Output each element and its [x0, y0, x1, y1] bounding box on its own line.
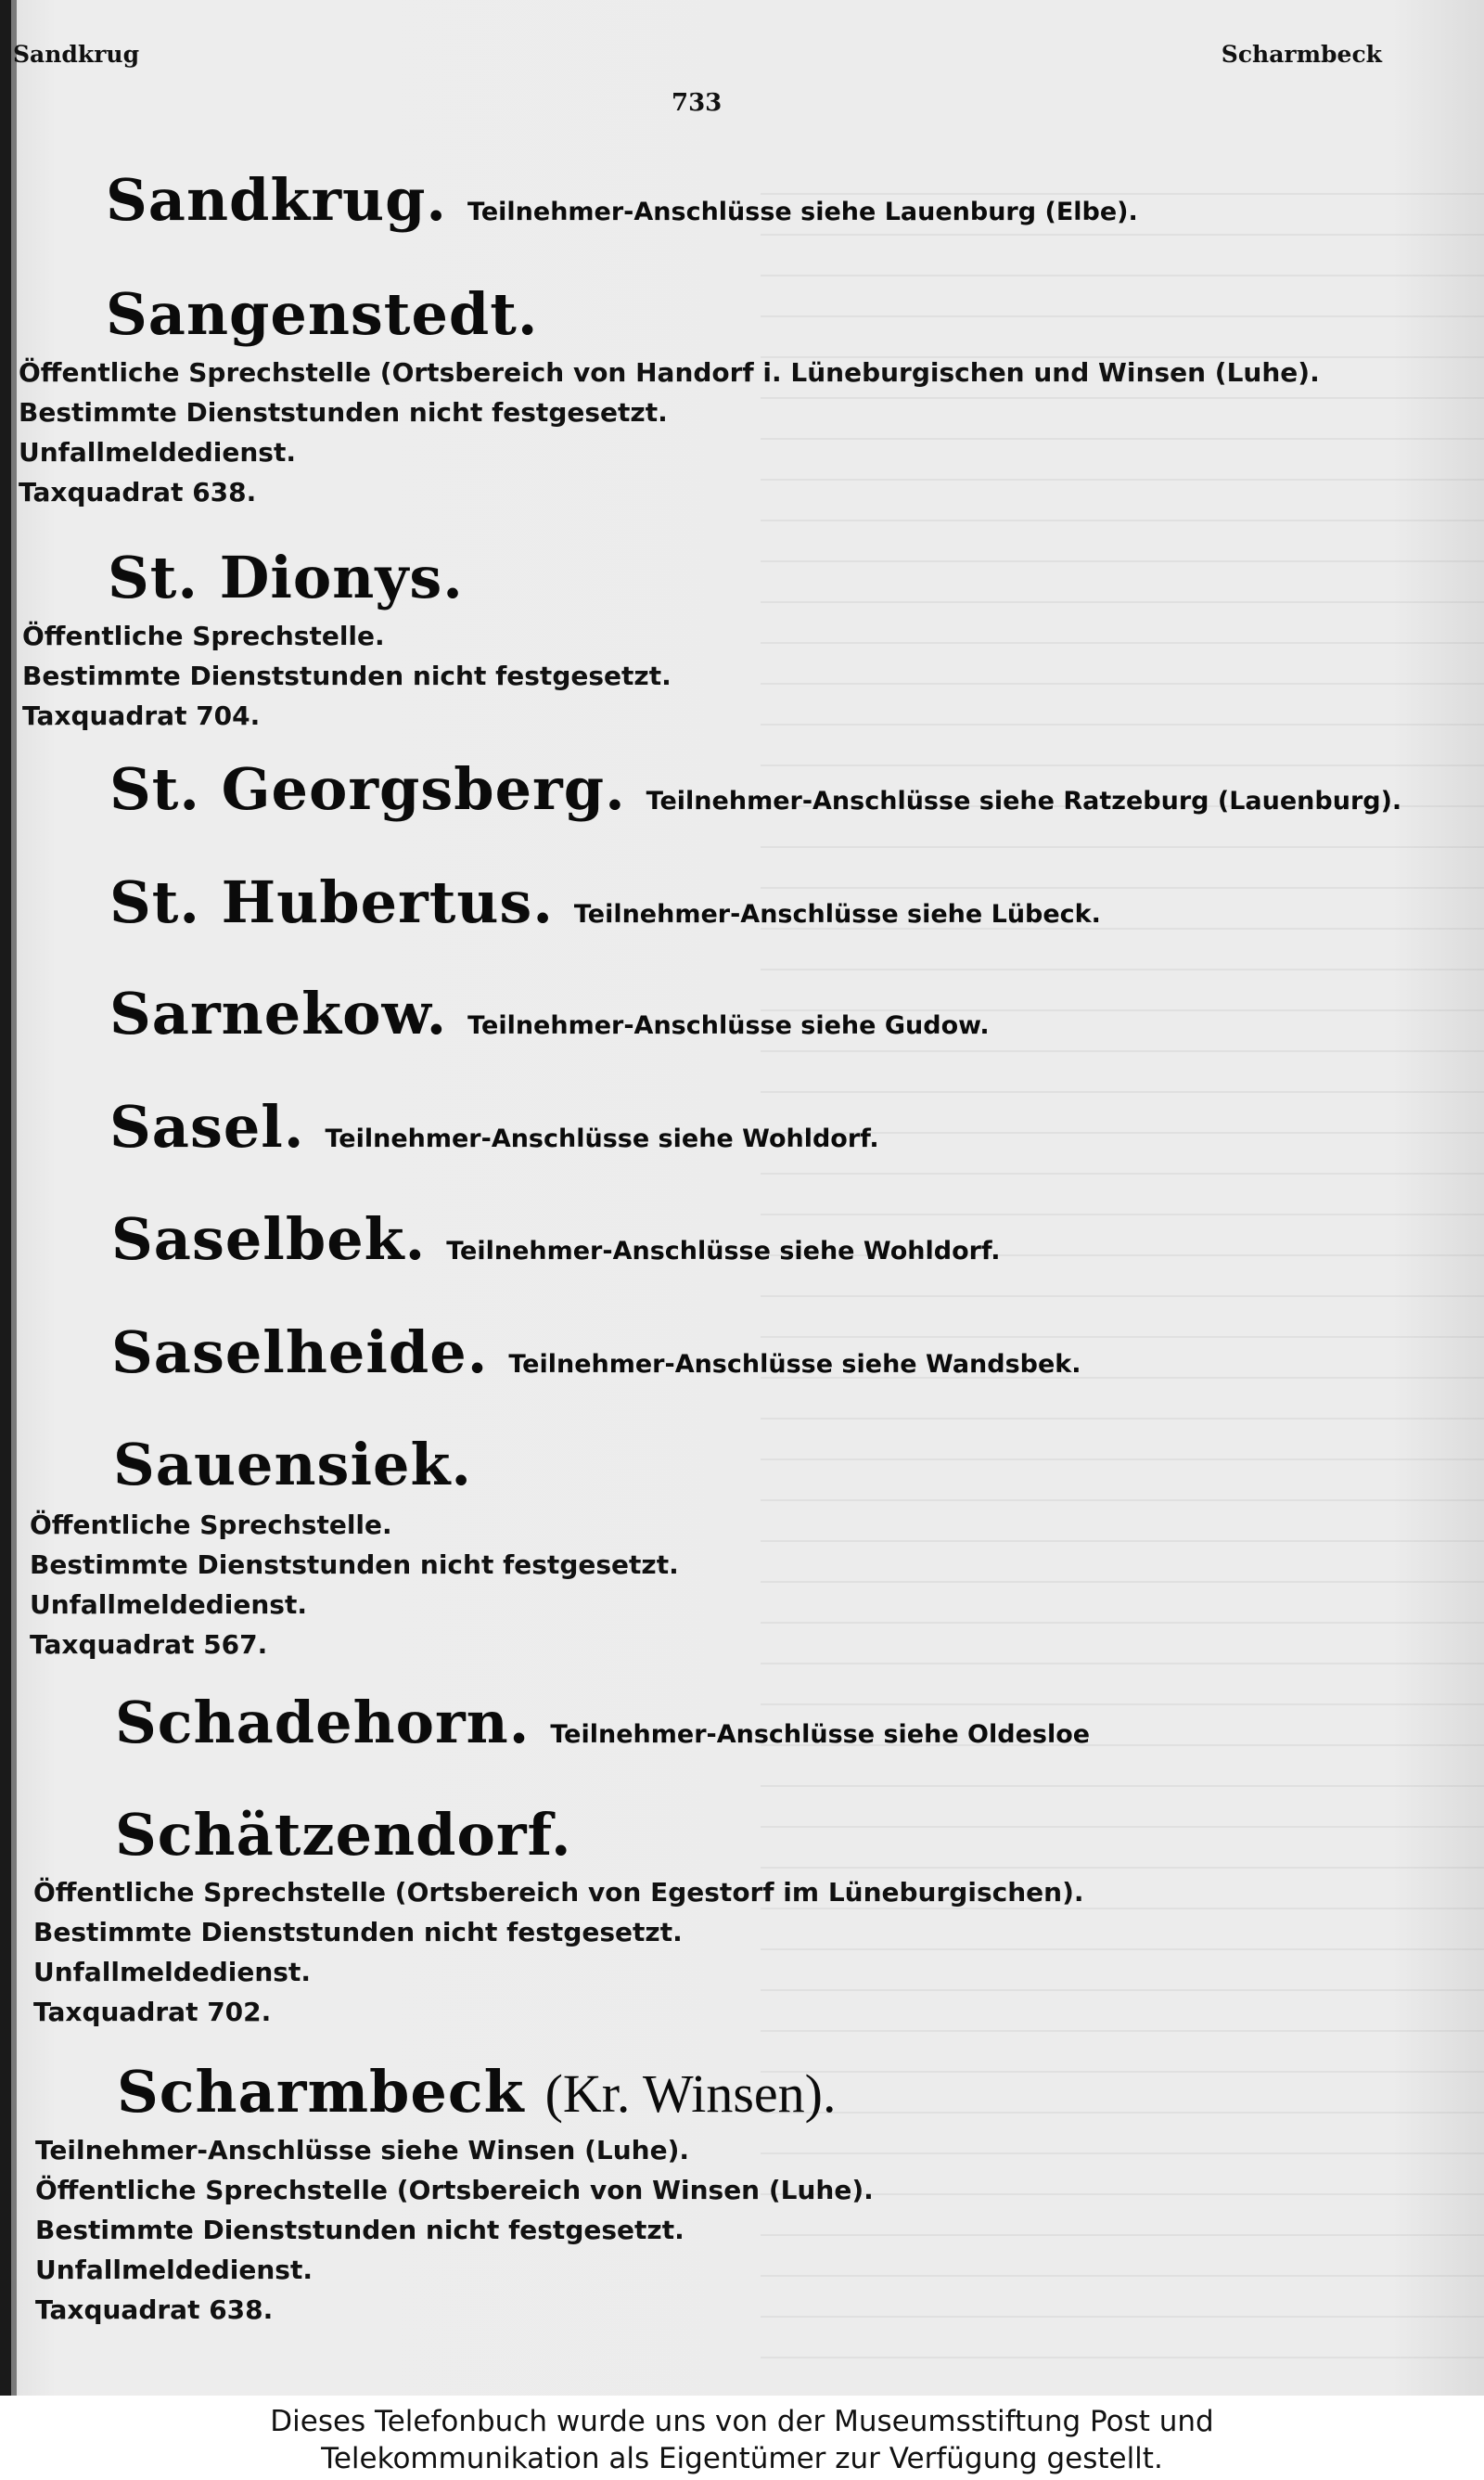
detail-line: Öffentliche Sprechstelle. — [22, 621, 385, 651]
page-number: 733 — [672, 89, 723, 117]
entry-reference: Teilnehmer-Anschlüsse siehe Gudow. — [467, 1011, 990, 1040]
entry-title: Sarnekow. — [109, 980, 448, 1047]
entry-schadehorn — [115, 1689, 1484, 1756]
detail-line: Unfallmeldedienst. — [35, 2255, 313, 2285]
entry-title: Sangenstedt. — [106, 280, 539, 348]
detail-line: Taxquadrat 638. — [19, 477, 257, 508]
entry-title: Sauensiek. — [113, 1431, 472, 1498]
entry-saselheide — [111, 1318, 1484, 1386]
detail-line: Taxquadrat 704. — [22, 700, 261, 731]
entry-reference: Teilnehmer-Anschlüsse siehe Wandsbek. — [508, 1350, 1081, 1379]
entry-title: Scharmbeck — [117, 2058, 525, 2126]
entry-sandkrug — [106, 166, 1484, 234]
entry-title: St. Hubertus. — [109, 868, 554, 936]
entry-title: St. Georgsberg. — [109, 755, 626, 823]
entry-title: Sandkrug. — [106, 166, 448, 234]
entry-saselbek — [111, 1205, 1484, 1273]
entry-st-georgsberg — [109, 755, 1484, 823]
running-header-left: Sandkrug — [13, 41, 140, 68]
detail-line: Bestimmte Dienststunden nicht festgesetzt. — [35, 2215, 684, 2245]
entry-schaetzendorf-details — [33, 1872, 1462, 2032]
page-binding-shadow — [11, 0, 17, 2396]
entry-title: Schadehorn. — [115, 1689, 531, 1756]
entry-sasel — [109, 1093, 1484, 1161]
detail-line: Bestimmte Dienststunden nicht festgesetzt. — [30, 1549, 679, 1580]
entry-title: Saselheide. — [111, 1318, 489, 1386]
entry-region: (Kr. Winsen). — [544, 2063, 837, 2124]
entry-title: Schätzendorf. — [115, 1801, 572, 1869]
footer-line-1: Dieses Telefonbuch wurde uns von der Museumsstiftung Post und — [270, 2405, 1214, 2438]
entry-reference: Teilnehmer-Anschlüsse siehe Wohldorf. — [325, 1124, 879, 1153]
detail-line: Öffentliche Sprechstelle (Ortsbereich von Winsen (Luhe). — [35, 2175, 874, 2205]
entry-reference: Teilnehmer-Anschlüsse siehe Wohldorf. — [446, 1237, 1001, 1266]
entry-st-hubertus — [109, 868, 1484, 936]
entry-st-dionys-details — [22, 616, 1451, 736]
entry-title: Saselbek. — [111, 1205, 427, 1273]
detail-line: Unfallmeldedienst. — [19, 437, 296, 468]
detail-line: Taxquadrat 638. — [35, 2294, 274, 2325]
entry-schaetzendorf — [115, 1801, 1484, 1869]
detail-line: Taxquadrat 567. — [30, 1629, 268, 1660]
entry-reference: Teilnehmer-Anschlüsse siehe Lauenburg (Elbe). — [467, 198, 1138, 226]
detail-line: Öffentliche Sprechstelle. — [30, 1510, 392, 1540]
entry-sangenstedt — [106, 280, 1484, 348]
entry-st-dionys — [108, 544, 1484, 611]
entry-sangenstedt-details — [19, 353, 1447, 512]
entry-scharmbeck — [117, 2058, 1484, 2126]
page-binding-edge — [0, 0, 11, 2396]
detail-line: Unfallmeldedienst. — [33, 1957, 311, 1987]
running-header-right: Scharmbeck — [1221, 41, 1382, 68]
entry-reference: Teilnehmer-Anschlüsse siehe Lübeck. — [573, 900, 1101, 929]
footer-line-2: Telekommunikation als Eigentümer zur Verfügung gestellt. — [321, 2442, 1163, 2475]
copyright-footer — [0, 2396, 1484, 2480]
entry-sauensiek-details — [30, 1505, 1458, 1664]
detail-line: Bestimmte Dienststunden nicht festgesetzt. — [22, 661, 672, 691]
entry-reference: Teilnehmer-Anschlüsse siehe Ratzeburg (Lauenburg). — [646, 787, 1402, 816]
entry-reference: Teilnehmer-Anschlüsse siehe Oldesloe — [550, 1720, 1091, 1749]
entry-sauensiek — [113, 1431, 1484, 1498]
detail-line: Bestimmte Dienststunden nicht festgesetzt. — [33, 1917, 683, 1947]
entry-scharmbeck-details — [35, 2130, 1464, 2330]
detail-line: Öffentliche Sprechstelle (Ortsbereich von Egestorf im Lüneburgischen). — [33, 1877, 1084, 1908]
detail-line: Bestimmte Dienststunden nicht festgesetzt. — [19, 397, 668, 428]
detail-line: Unfallmeldedienst. — [30, 1589, 307, 1620]
entry-sarnekow — [109, 980, 1484, 1047]
entry-title: Sasel. — [109, 1093, 305, 1161]
entry-title: St. Dionys. — [108, 544, 464, 611]
detail-line: Taxquadrat 702. — [33, 1997, 272, 2027]
detail-line: Öffentliche Sprechstelle (Ortsbereich von Handorf i. Lüneburgischen und Winsen (Luhe). — [19, 357, 1320, 388]
detail-line: Teilnehmer-Anschlüsse siehe Winsen (Luhe). — [35, 2135, 690, 2165]
